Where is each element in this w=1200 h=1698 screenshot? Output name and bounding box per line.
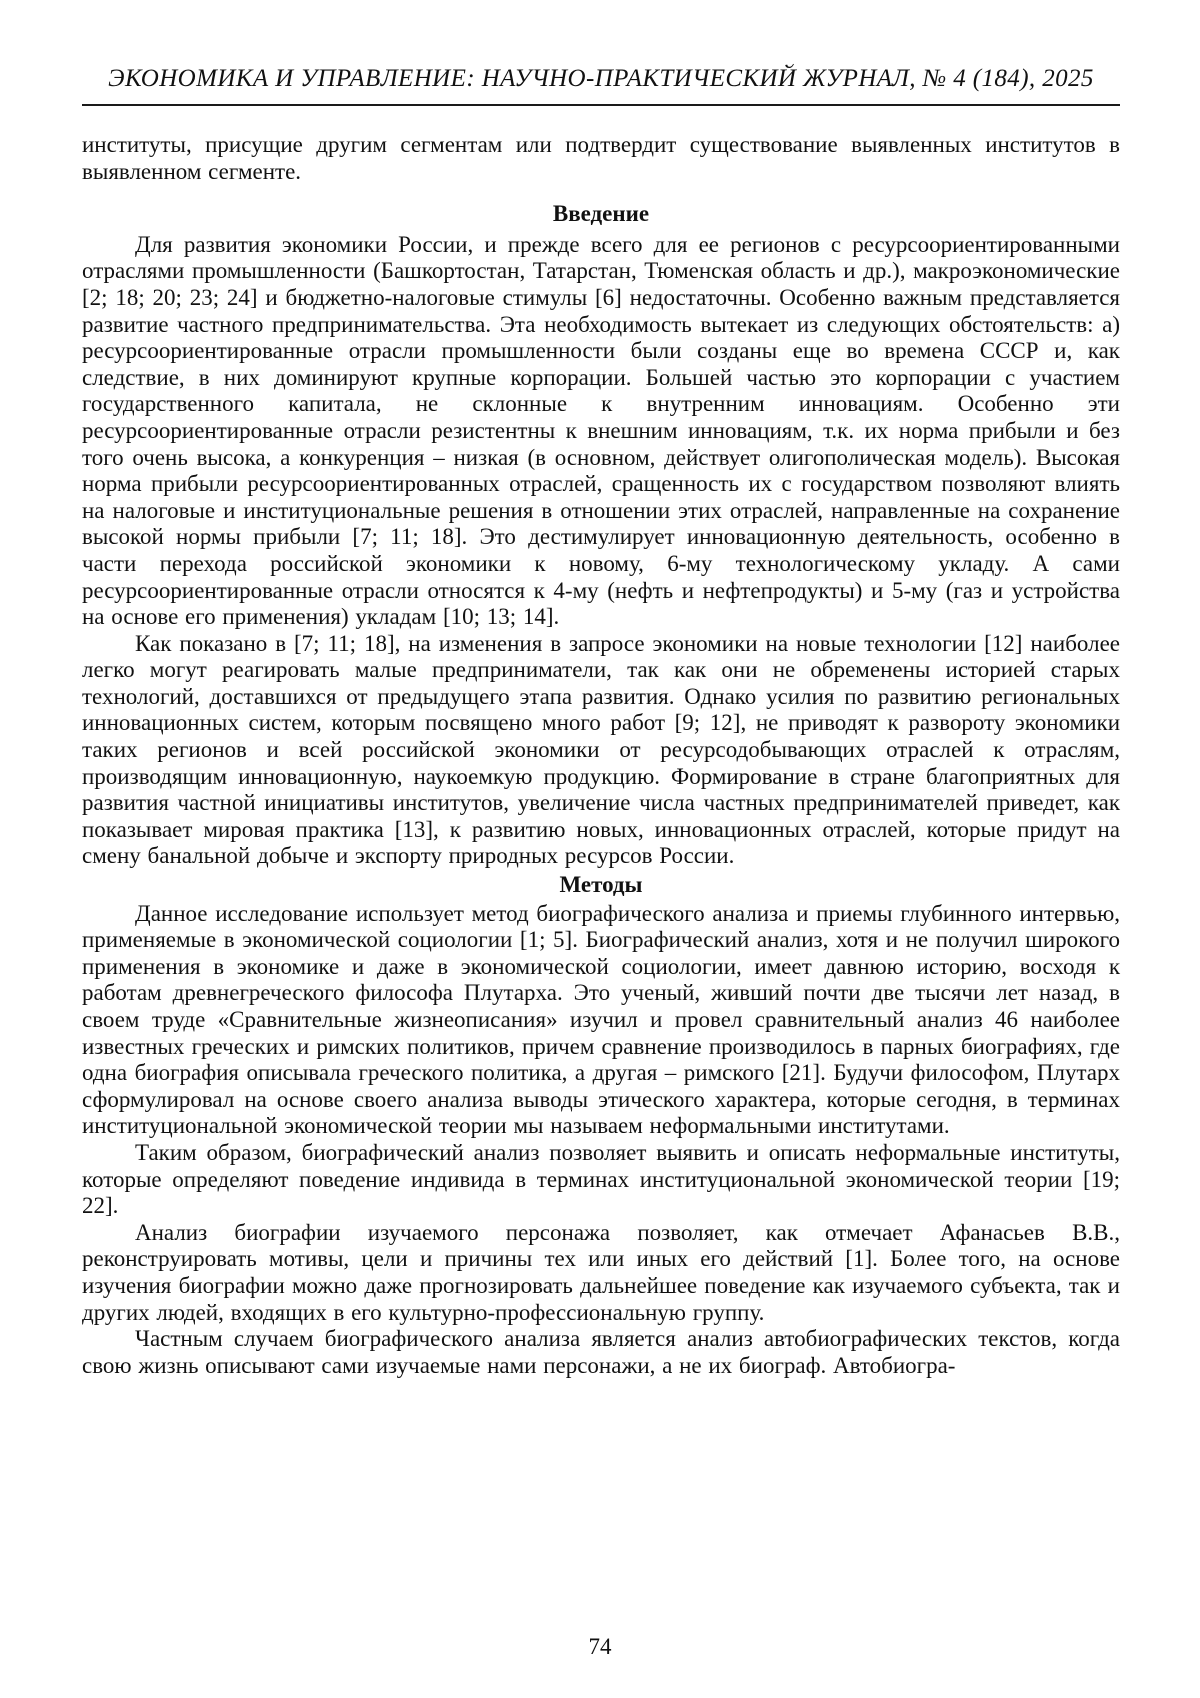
section-heading-introduction: Введение (552, 201, 650, 227)
header-divider (82, 104, 1120, 106)
page-number: 74 (588, 1634, 612, 1659)
paragraph: Таким образом, биографический анализ позволяет выявить и описать неформальные институты, которые определяют поведение индивида в терминах институциональной экономической теории [19; 22]. (82, 1139, 1120, 1219)
article-body (82, 132, 1120, 1379)
paragraph-continuation: институты, присущие другим сегментам или подтвердит существование выявленных институтов в выявленном сегменте. (82, 132, 1120, 184)
paragraph: Для развития экономики России, и прежде всего для ее регионов с ресурсоориентированными отраслями промышленности (Башкортостан, Татарстан, Тюменская область и др.), макроэкономические [2; 18; 20; 23; 24] и бюджетно-налоговые стимулы [6] недостаточны. Особенно важным представляется развитие частного предпринимательства. Эта необходимость вытекает из следующих обстоятельств: а) ресурсоориентированные отрасли промышленности были созданы еще во времена СССР и, как следствие, в них доминируют крупные корпорации. Большей частью это корпорации с участием государственного капитала, не склонные к внутренним инновациям. Особенно эти ресурсоориентированные отрасли резистентны к внешним инновациям, т.к. их норма прибыли и без того очень высока, а конкуренция – низкая (в основном, действует олигополическая модель). Высокая норма прибыли ресурсоориентированных отраслей, сращенность их с государством позволяют влиять на налоговые и институциональные решения в отношении этих отраслей, направленные на сохранение высокой нормы прибыли [7; 11; 18]. Это дестимулирует инновационную деятельность, особенно в части перехода российской экономики к новому, 6-му технологическому укладу. А сами ресурсоориентированные отрасли относятся к 4-му (нефть и нефтепродукты) и 5-му (газ и устройства на основе его применения) укладам [10; 13; 14]. (82, 231, 1120, 630)
paragraph: Данное исследование использует метод биографического анализа и приемы глубинного интервью, применяемые в экономической социологии [1; 5]. Биографический анализ, хотя и не получил широкого применения в экономике и даже в экономической социологии, имеет давнюю историю, восходя к работам древнегреческого философа Плутарха. Это ученый, живший почти две тысячи лет назад, в своем труде «Сравнительные жизнеописания» изучил и провел сравнительный анализ 46 наиболее известных греческих и римских политиков, причем сравнение производилось в парных биографиях, где одна биография описывала греческого политика, а другая – римского [21]. Будучи философом, Плутарх сформулировал на основе своего анализа выводы этического характера, которые сегодня, в терминах институциональной экономической теории мы называем неформальными институтами. (82, 900, 1120, 1139)
journal-header-title: ЭКОНОМИКА И УПРАВЛЕНИЕ: НАУЧНО-ПРАКТИЧЕСКИЙ ЖУРНАЛ, № 4 (184), 2025 (108, 65, 1094, 92)
paragraph: Частным случаем биографического анализа является анализ автобиографических текстов, когда свою жизнь описывают сами изучаемые нами персонажи, а не их биограф. Автобиогра- (82, 1326, 1120, 1378)
paragraph: Анализ биографии изучаемого персонажа позволяет, как отмечает Афанасьев В.В., реконструировать мотивы, цели и причины тех или иных его действий [1]. Более того, на основе изучения биографии можно даже прогнозировать дальнейшее поведение как изучаемого субъекта, так и других людей, входящих в его культурно-профессиональную группу. (82, 1219, 1120, 1325)
paragraph: Как показано в [7; 11; 18], на изменения в запросе экономики на новые технологии [12] наиболее легко могут реагировать малые предприниматели, так как они не обременены историей старых технологий, доставшихся от предыдущего этапа развития. Однако усилия по развитию региональных инновационных систем, которым посвящено много работ [9; 12], не приводят к развороту экономики таких регионов и всей российской экономики от ресурсодобывающих отраслей к отраслям, производящим инновационную, наукоемкую продукцию. Формирование в стране благоприятных для развития частной инициативы институтов, увеличение числа частных предпринимателей приведет, как показывает мировая практика [13], к развитию новых, инновационных отраслей, которые придут на смену банальной добыче и экспорту природных ресурсов России. (82, 630, 1120, 869)
section-heading-methods: Методы (559, 872, 643, 898)
